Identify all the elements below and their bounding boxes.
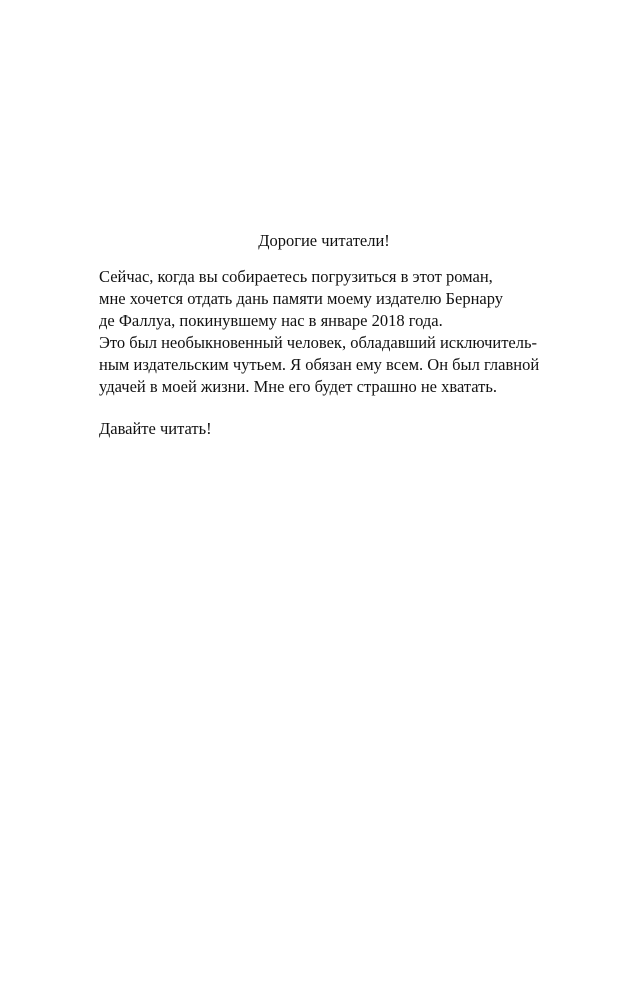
letter-heading: Дорогие читатели! (258, 231, 390, 250)
letter-body (99, 266, 549, 398)
body-line: де Фаллуа, покинувшему нас в январе 2018 года. (99, 311, 443, 330)
body-line: мне хочется отдать дань памяти моему издателю Бернару (99, 289, 504, 308)
body-line: удачей в моей жизни. Мне его будет страшно не хватать. (99, 377, 498, 396)
body-line: Это был необыкновенный человек, обладавший исключитель- (99, 333, 537, 352)
body-line: Сейчас, когда вы собираетесь погрузиться в этот роман, (99, 267, 493, 286)
letter-closing: Давайте читать! (99, 419, 212, 438)
body-line: ным издательским чутьем. Я обязан ему всем. Он был главной (99, 355, 540, 374)
dedication-letter (99, 230, 549, 440)
